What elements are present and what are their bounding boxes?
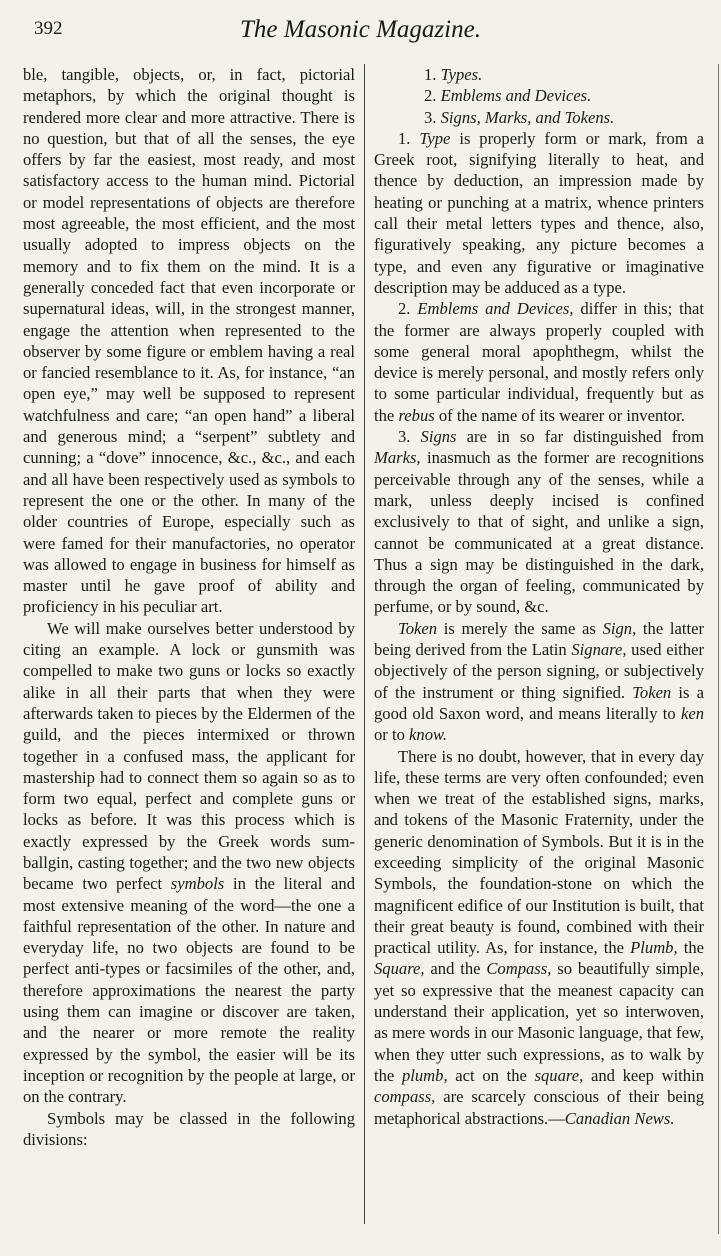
paragraph: 2. Emblems and Devices, differ in this; that the former are always properly coupled with some general moral apophthegm, whilst the device is merely personal, and mostly refers only to some particular individual, frequently but as the rebus of the name of its wearer or inventor. xyxy=(374,299,704,425)
list-item: 2. Emblems and Devices. xyxy=(424,86,592,106)
paragraph: Token is merely the same as Sign, the latter being derived from the Latin Signare, used either objectively of the person signing, or subjectively of the instrument or thing signified. Token is a good old Saxon word, and means literally to ken or to know. xyxy=(374,618,704,745)
paragraph: 3. Signs are in so far distinguished from Marks, inasmuch as the former are recognitions perceivable through any of the senses, while a mark, unless deeply incised is confined exclusively to that of sight, and unlike a sign, cannot be communicated at a great distance. Thus a sign may be distinguished in the dark, through the organ of feeling, communicated by perfume, or by sound, &c. xyxy=(374,427,705,617)
column-divider xyxy=(364,64,365,1224)
page-edge xyxy=(718,64,719,1234)
left-column xyxy=(23,64,355,1150)
paragraph: There is no doubt, however, that in every day life, these terms are very often confounded; even when we treat of the established signs, marks, and tokens of the Masonic Fraternity, under the generic denomination of Symbols. But it is in the exceeding simplicity of the original Masonic Symbols, the foundation-stone on which the magnificent edifice of our Institution is built, that their great beauty is found, combined with their practical utility. As, for instance, the Plumb, the Square, and the Compass, so beautifully simple, yet so expressive that the meanest capacity can understand their application, yet so interwoven, as mere words in our Masonic language, that few, when they utter such expressions, as to walk by the plumb, act on the square, and keep within compass, are scarcely conscious of their being metaphorical abstractions.—Canadian News. xyxy=(374,746,705,1128)
paragraph: 1. Type is properly form or mark, from a Greek root, signifying literally to heat, and thence by deduction, an impression made by heating or punching at a matrix, whence printers call their metal letters types and thence, also, figuratively speaking, any picture becomes a type, and even any figurative or imaginative description may be adduced as a type. xyxy=(374,128,705,297)
paragraph: We will make ourselves better understood by citing an example. A lock or gunsmith was compelled to make two guns or locks so exactly alike in all their parts that when they were afterwards taken to pieces by the Eldermen of the guild, and the pieces intermixed or thrown together in a confused mass, the applicant for mastership had to connect them so again so as to form two equal, perfect and complete guns or locks as before. It was this process which is exactly expressed by the Greek words sum-ballgin, casting together; and the two new objects became two perfect symbols in the literal and most extensive meaning of the word—the one a faithful representation of the other. In nature and everyday life, no two objects are found to be perfect anti-types or facsimiles of the other, and, therefore approximations the nearest the party using them can imagine or discover are taken, and the nearer or more remote the reality expressed by the symbol, the easier will be its inception or recognition by the people at large, or on the contrary. xyxy=(23,618,356,1107)
list-item: 3. Signs, Marks, and Tokens. xyxy=(424,107,615,127)
page-number: 392 xyxy=(34,18,63,39)
right-column xyxy=(374,64,704,1129)
list-item: 1. Types. xyxy=(424,65,483,84)
paragraph: ble, tangible, objects, or, in fact, pictorial metaphors, by which the original thought is rendered more clear and more attractive. There is no question, but that of all the senses, the eye offers by far the easiest, most ready, and most satisfactory access to the human mind. Pictorial or model representations of objects are therefore most agreeable, the most efficient, and the most usually adopted to impress objects on the memory and to fix them on the mind. It is a generally conceded fact that even incorporate or supernatural ideas, will, in the strongest manner, engage the attention when represented to the observer by some figure or emblem having a real or fancied resemblance to it. As, for instance, “an open eye,” may well be supposed to represent watchfulness and care; “an open hand” a liberal and generous mind; a “serpent” subtlety and cunning; a “dove” innocence, &c., &c., and each and all have been respectively used as symbols to represent the one or the other. In many of the older countries of Europe, especially such as were famed for their manufactories, no operator was allowed to engage in business for himself as master until he gave proof of ability and proficiency in his peculiar art. xyxy=(23,65,355,617)
running-title: The Masonic Magazine. xyxy=(240,16,481,43)
page-header xyxy=(0,0,721,56)
paragraph: Symbols may be classed in the following divisions: xyxy=(23,1108,355,1149)
